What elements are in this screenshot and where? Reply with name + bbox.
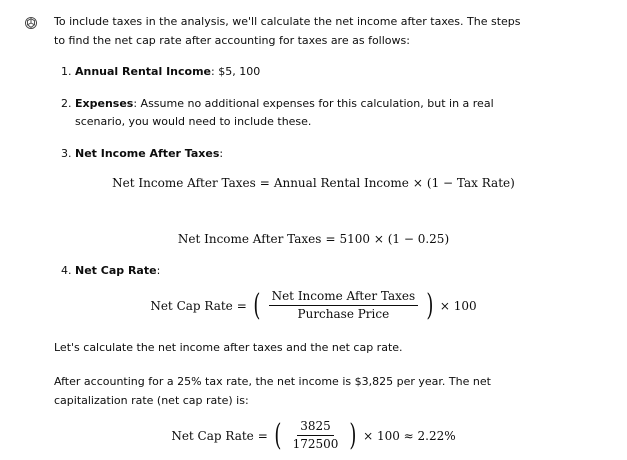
list-item-title: Net Income After Taxes (75, 147, 220, 160)
fraction-numerator: 3825 (297, 420, 334, 436)
eq-expr: 5100 × (1 − 0.25) (339, 232, 450, 246)
fraction (269, 290, 419, 321)
left-paren: ( (253, 287, 261, 323)
list-item-title: Net Cap Rate (75, 264, 157, 277)
list-item-text: : Assume no additional expenses for this calculation, but in a real scenario, you would need to include these. (75, 97, 494, 128)
eq-lhs: Net Income After Taxes (112, 176, 256, 190)
result-paragraph: After accounting for a 25% tax rate, the net income is $3,825 per year. The net capitalization rate (net cap rate) is: (54, 375, 491, 407)
eq-equals: = (259, 176, 270, 190)
calculation-paragraph: Let's calculate the net income after taxes and the net cap rate. (54, 341, 403, 354)
equation-net-cap-rate-result (0, 417, 627, 453)
openai-logo-icon (24, 16, 38, 30)
intro-paragraph: To include taxes in the analysis, we'll calculate the net income after taxes. The steps to find the net cap rate after accounting for taxes are as follows: (54, 15, 521, 47)
eq-lhs: Net Income After Taxes (177, 232, 322, 246)
list-item-text: : (219, 147, 224, 160)
equation-net-cap-rate-formula (0, 287, 627, 323)
list-number: 4. (61, 264, 72, 277)
list-item-title: Annual Rental Income (75, 65, 211, 78)
fraction-denominator: 172500 (292, 437, 339, 451)
list-number: 3. (61, 147, 72, 160)
eq-equals: = (257, 428, 268, 443)
eq-times: × (412, 176, 423, 190)
equation-net-income-values (0, 232, 627, 246)
list-item-text: : (156, 264, 161, 277)
list-number: 2. (61, 97, 72, 110)
list-item-title: Expenses (75, 97, 134, 110)
list-item-text: : $5, 100 (211, 65, 261, 78)
eq-lhs: Net Cap Rate (171, 428, 254, 443)
eq-tail: × 100 (439, 298, 477, 313)
eq-lhs: Net Cap Rate (150, 298, 233, 313)
left-paren: ( (274, 417, 282, 453)
equation-net-income-formula (0, 176, 627, 190)
eq-term: Annual Rental Income (273, 176, 409, 190)
eq-equals: = (325, 232, 336, 246)
right-paren: ) (349, 417, 357, 453)
list-number: 1. (61, 65, 72, 78)
fraction-numerator: Net Income After Taxes (269, 290, 419, 306)
eq-paren-expr: (1 − Tax Rate) (426, 176, 515, 190)
assistant-avatar (22, 14, 40, 32)
fraction-denominator: Purchase Price (297, 307, 390, 321)
eq-equals: = (236, 298, 247, 313)
eq-tail: × 100 ≈ 2.22% (363, 428, 456, 443)
right-paren: ) (426, 287, 434, 323)
fraction (290, 420, 342, 451)
